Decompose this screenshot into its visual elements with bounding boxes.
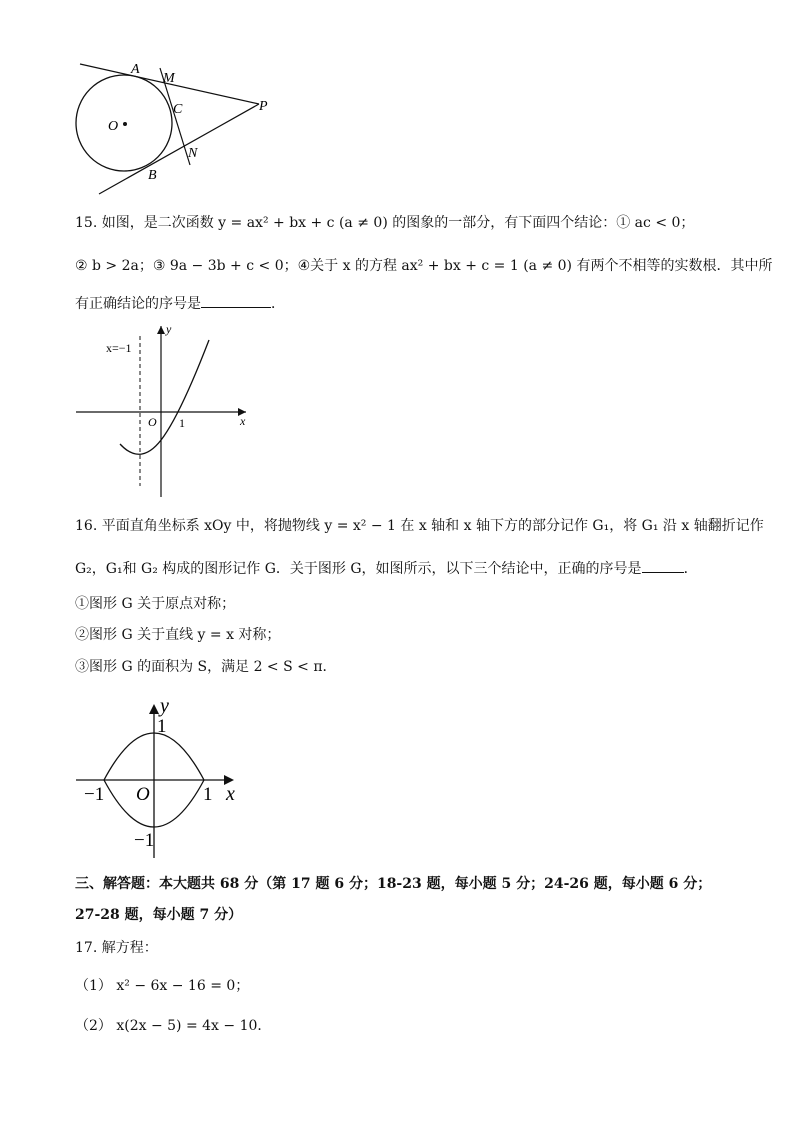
section3-heading-line1: 三、解答题：本大题共 68 分（第 17 题 6 分；18-23 题，每小题 5 分；24-26 题，每小题 6 分； bbox=[75, 876, 712, 892]
label-o: O bbox=[148, 415, 157, 429]
q16-line2 bbox=[75, 558, 698, 578]
label-y: y bbox=[166, 322, 172, 336]
label-y: y bbox=[160, 695, 169, 717]
label-1-right: 1 bbox=[203, 784, 213, 805]
label-neg1-left: −1 bbox=[84, 784, 105, 805]
label-o: O bbox=[108, 119, 119, 134]
label-1-top: 1 bbox=[157, 716, 167, 737]
q16-line2-prefix: G₂，G₁和 G₂ 构成的图形记作 G．关于图形 G，如图所示，以下三个结论中，正确的序号是 bbox=[75, 561, 642, 577]
q17-part1: （1） x² − 6x − 16 = 0； bbox=[75, 978, 250, 994]
q16-statement-3: ③图形 G 的面积为 S，满足 2 < S < π． bbox=[75, 659, 337, 675]
q15-line3-suffix: ． bbox=[271, 296, 285, 312]
y-axis-arrow bbox=[149, 704, 159, 714]
q16-line2-suffix: ． bbox=[683, 561, 698, 577]
label-x: x bbox=[226, 783, 235, 805]
label-x-eq-neg1: x=−1 bbox=[106, 341, 132, 355]
label-b: B bbox=[148, 168, 157, 183]
q17-part2: （2） x(2x − 5) = 4x − 10． bbox=[75, 1018, 272, 1034]
label-x: x bbox=[240, 414, 246, 428]
parabola-curve bbox=[120, 340, 209, 454]
q16-line1: 16. 平面直角坐标系 xOy 中，将抛物线 y = x² − 1 在 x 轴和 x 轴下方的部分记作 G₁，将 G₁ 沿 x 轴翻折记作 bbox=[75, 518, 764, 534]
label-m: M bbox=[163, 71, 175, 86]
label-p: P bbox=[259, 99, 268, 114]
section3-heading-line2: 27-28 题，每小题 7 分） bbox=[75, 907, 243, 923]
label-o: O bbox=[136, 784, 150, 805]
label-neg1-bottom: −1 bbox=[134, 830, 155, 851]
q15-line3 bbox=[75, 293, 285, 313]
q16-answer-blank[interactable] bbox=[642, 558, 684, 573]
q15-line1: 15. 如图，是二次函数 y = ax² + bx + c (a ≠ 0) 的图象的一部分，有下面四个结论：① ac < 0； bbox=[75, 215, 695, 231]
label-n: N bbox=[188, 146, 198, 161]
label-1: 1 bbox=[179, 416, 185, 430]
q15-line2: ② b > 2a；③ 9a − 3b + c < 0；④关于 x 的方程 ax² + bx + c = 1 (a ≠ 0) 有两个不相等的实数根．其中所 bbox=[75, 258, 773, 274]
y-axis-arrow bbox=[157, 326, 165, 334]
q15-answer-blank[interactable] bbox=[201, 293, 271, 308]
label-a: A bbox=[131, 62, 140, 77]
q16-statement-2: ②图形 G 关于直线 y = x 对称； bbox=[75, 627, 281, 643]
q17-title: 17. 解方程： bbox=[75, 940, 158, 956]
q16-statement-1: ①图形 G 关于原点对称； bbox=[75, 596, 236, 612]
label-c: C bbox=[173, 102, 183, 117]
q15-line3-prefix: 有正确结论的序号是 bbox=[75, 296, 201, 312]
